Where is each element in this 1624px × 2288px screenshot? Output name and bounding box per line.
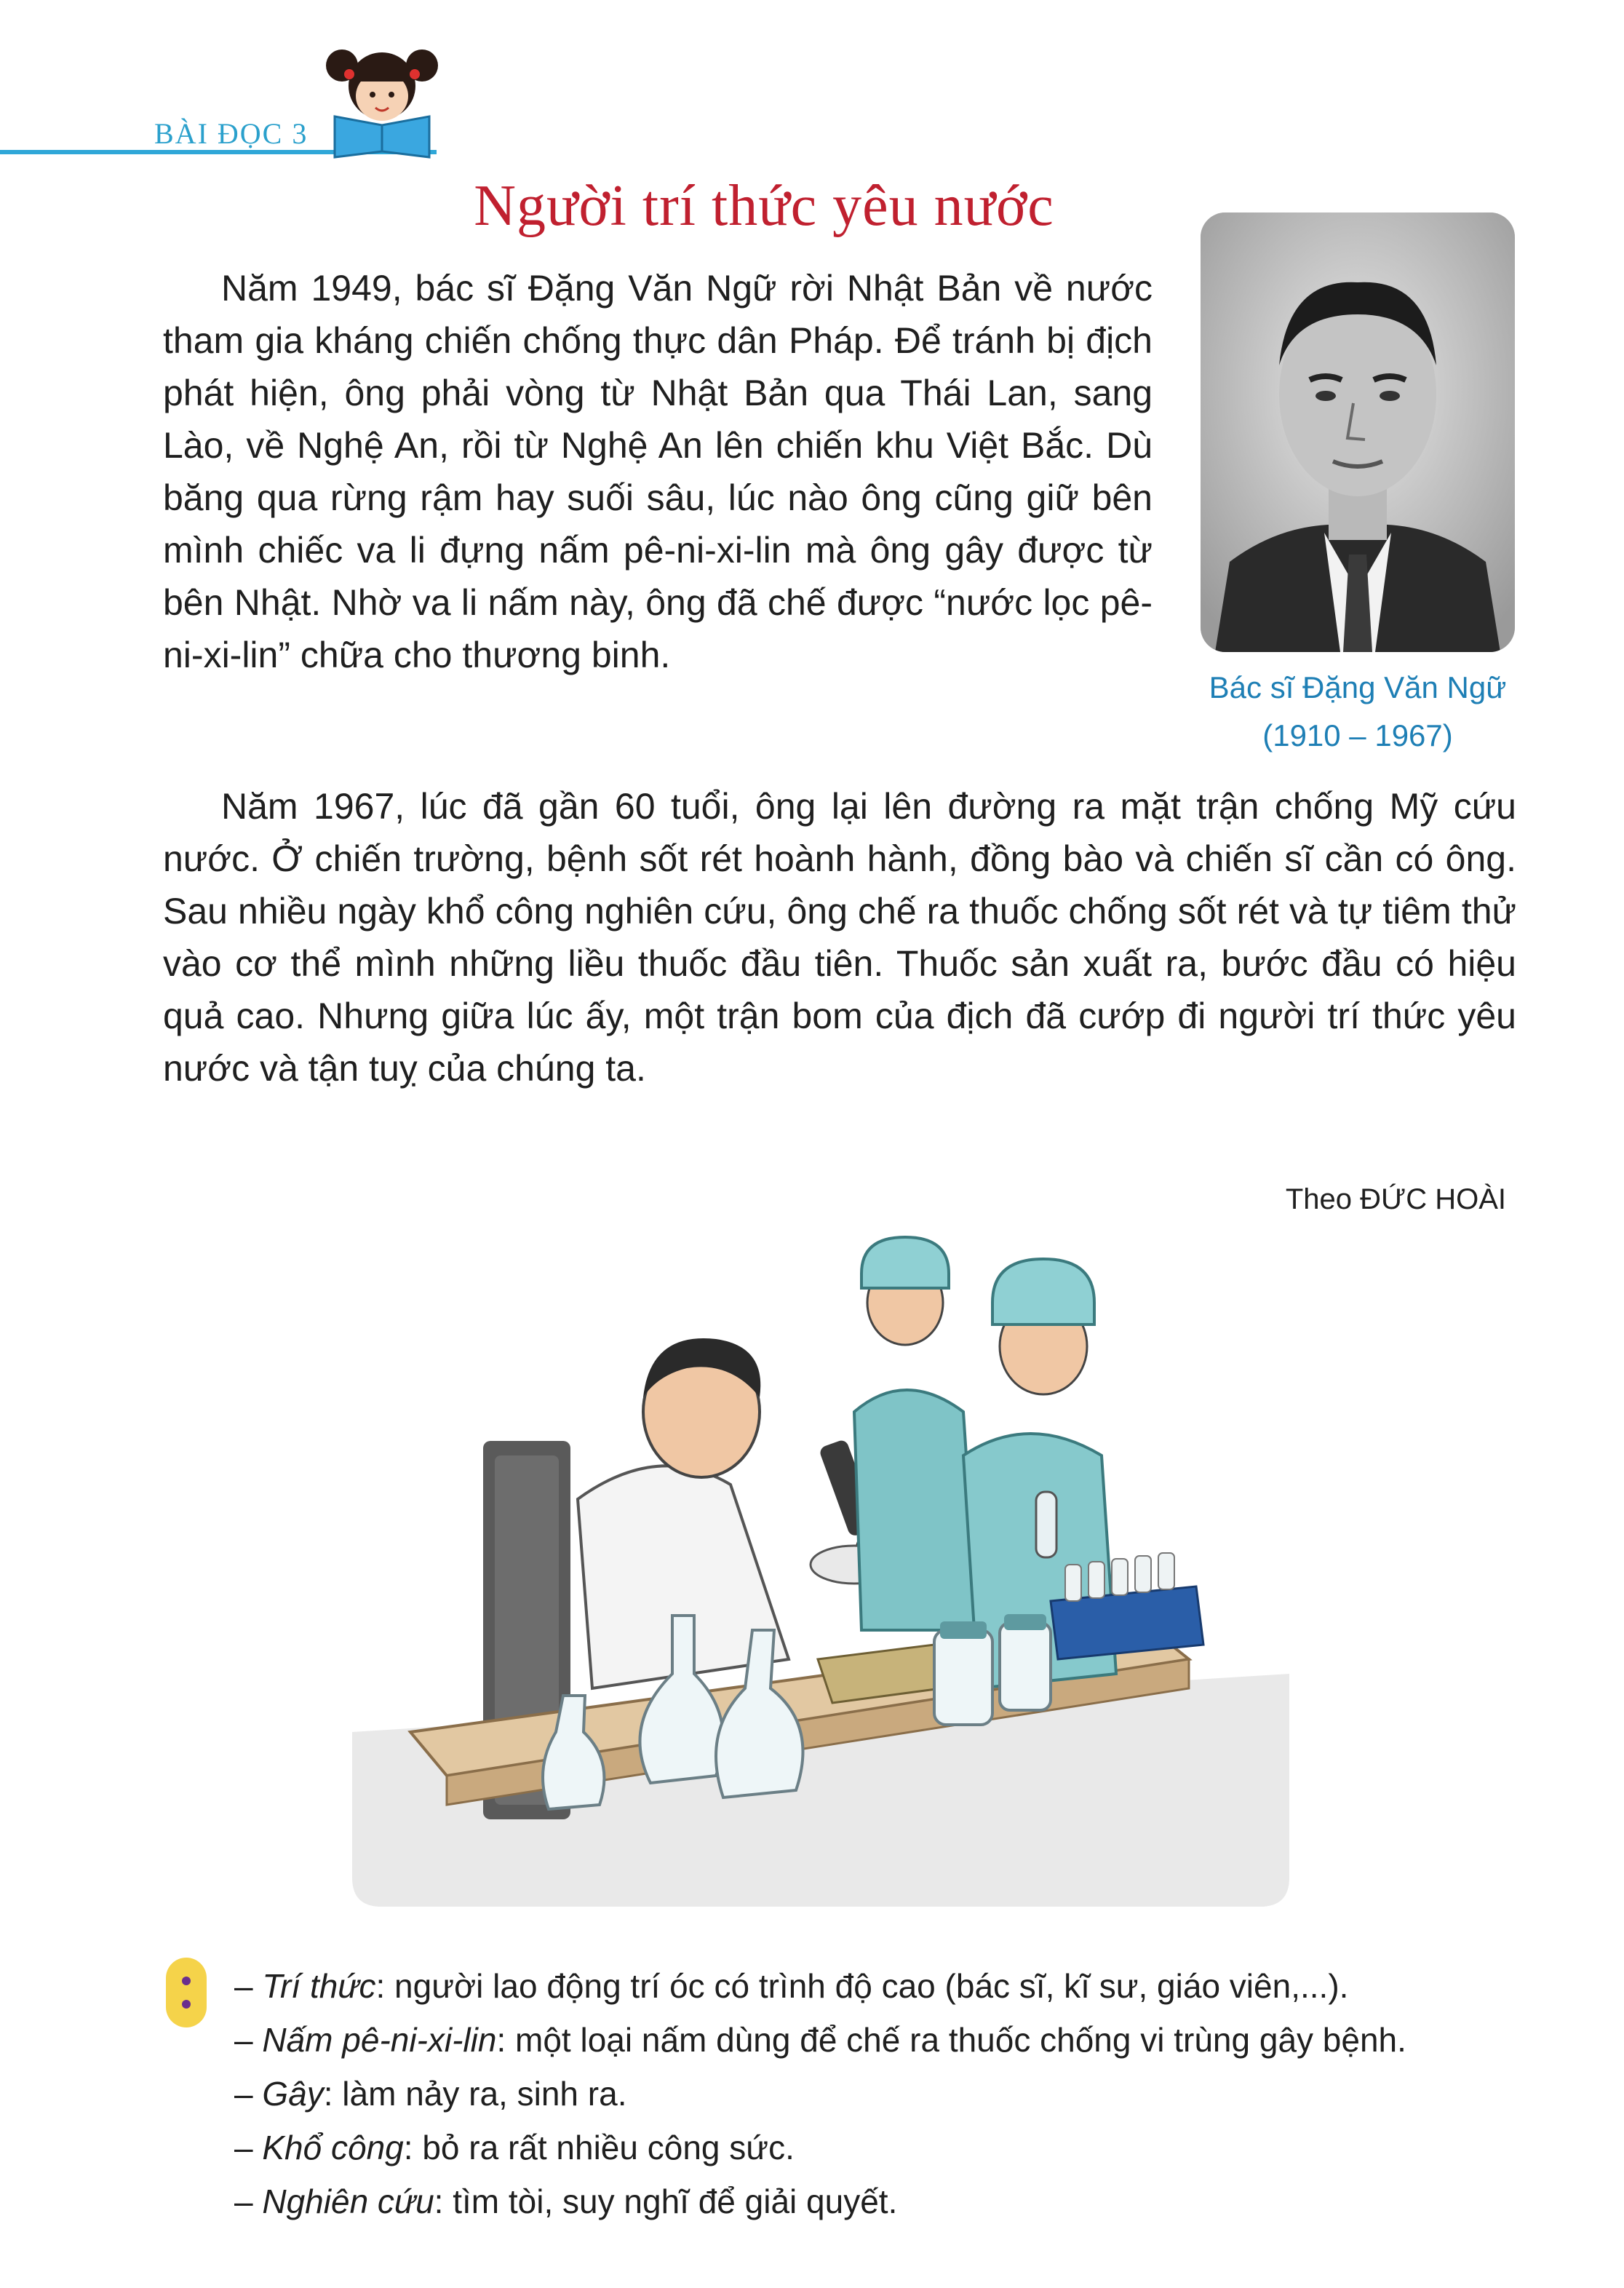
source-credit: Theo ĐỨC HOÀI <box>1285 1183 1506 1215</box>
lesson-label: BÀI ĐỌC 3 <box>154 117 309 150</box>
glossary-item <box>234 2174 1544 2228</box>
glossary-definition: : một loại nấm dùng để chế ra thuốc chống vi trùng gây bệnh. <box>496 2021 1406 2059</box>
reading-girl-icon <box>320 44 444 160</box>
glossary-definition: : bỏ ra rất nhiều công sức. <box>403 2129 795 2166</box>
glossary-item <box>234 1959 1544 2013</box>
glossary-item <box>234 2013 1544 2067</box>
caption-years: (1910 – 1967) <box>1262 718 1453 752</box>
glossary-item <box>234 2121 1544 2174</box>
portrait-caption <box>1164 664 1551 760</box>
glossary-term: Gây <box>262 2075 324 2113</box>
paragraph-2: Năm 1967, lúc đã gần 60 tuổi, ông lại lên đường ra mặt trận chống Mỹ cứu nước. Ở chiến trường, bệnh sốt rét hoành hành, đồng bào và chiến sĩ cần có ông. Sau nhiều ngày khổ công nghiên cứu, ông chế ra thuốc chống sốt rét và tự tiêm thử vào cơ thể mình những liều thuốc đầu tiên. Thuốc sản xuất ra, bước đầu có hiệu quả cao. Nhưng giữa lúc ấy, một trận bom của địch đã cướp đi người trí thức yêu nước và tận tuỵ của chúng ta. <box>163 786 1516 1089</box>
glossary-dash: – <box>234 1967 263 2005</box>
caption-name: Bác sĩ Đặng Văn Ngữ <box>1209 670 1507 704</box>
glossary-term: Khổ công <box>262 2129 404 2166</box>
glossary-list <box>234 1959 1544 2228</box>
glossary-dash: – <box>234 2129 263 2166</box>
glossary-term: Nghiên cứu <box>262 2182 434 2220</box>
glossary-icon <box>166 1958 207 2027</box>
glossary-definition: : tìm tòi, suy nghĩ để giải quyết. <box>434 2182 898 2220</box>
laboratory-illustration <box>352 1223 1289 1907</box>
glossary-dash: – <box>234 2182 263 2220</box>
glossary-dash: – <box>234 2075 263 2113</box>
portrait-photo <box>1201 212 1515 652</box>
glossary-definition: : làm nảy ra, sinh ra. <box>323 2075 627 2113</box>
glossary-term: Nấm pê-ni-xi-lin <box>262 2021 497 2059</box>
glossary-definition: : người lao động trí óc có trình độ cao (bác sĩ, kĩ sư, giáo viên,...). <box>375 1967 1349 2005</box>
portrait-illustration <box>1201 212 1515 652</box>
glossary-dash: – <box>234 2021 263 2059</box>
glossary-term: Trí thức <box>262 1967 376 2005</box>
glossary-item <box>234 2067 1544 2121</box>
paragraph-1: Năm 1949, bác sĩ Đặng Văn Ngữ rời Nhật Bản về nước tham gia kháng chiến chống thực dân Pháp. Để tránh bị địch phát hiện, ông phải vòng từ Nhật Bản qua Thái Lan, sang Lào, về Nghệ An, rồi từ Nghệ An lên chiến khu Việt Bắc. Dù băng qua rừng rậm hay suối sâu, lúc nào ông cũng giữ bên mình chiếc va li đựng nấm pê-ni-xi-lin mà ông gây được từ bên Nhật. Nhờ va li nấm này, ông đã chế được “nước lọc pê-ni-xi-lin” chữa cho thương binh. <box>163 268 1153 675</box>
page-title: Người trí thức yêu nước <box>474 174 1054 238</box>
